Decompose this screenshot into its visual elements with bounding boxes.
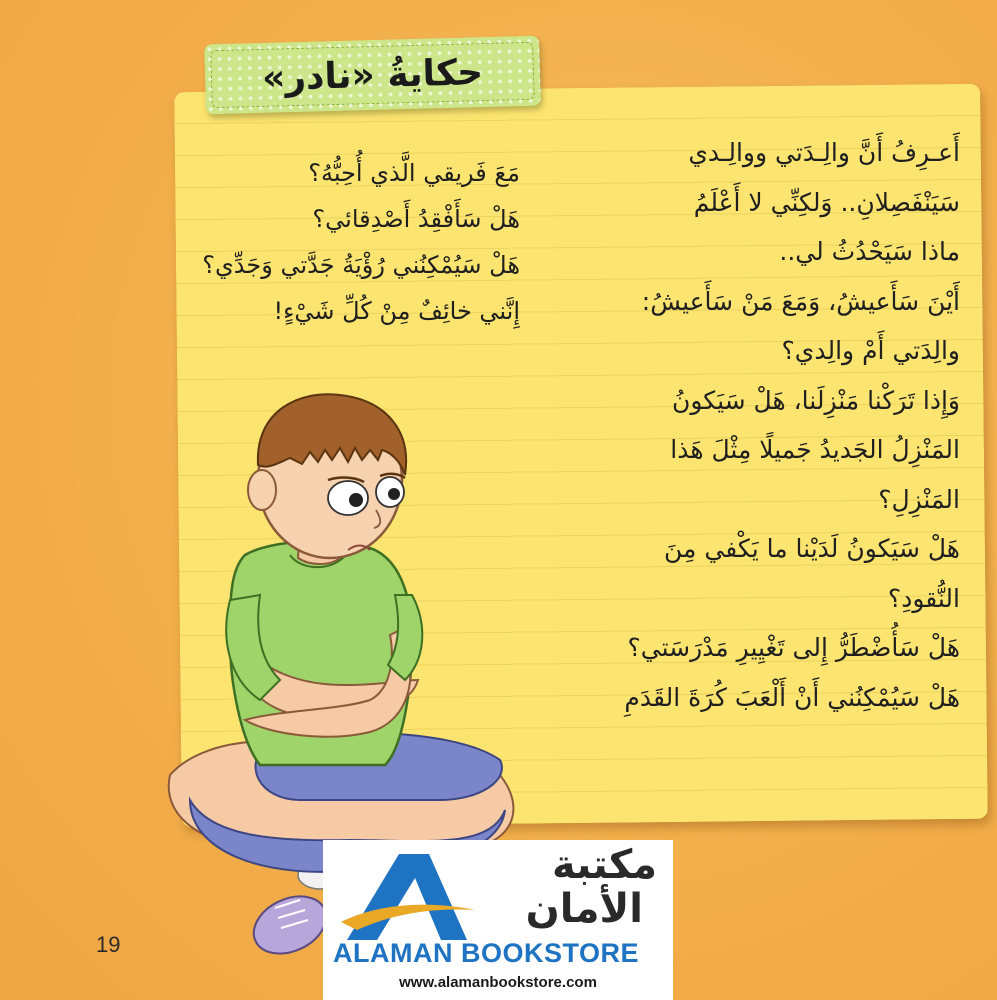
poem-line: والِدَتي أَمْ والِدي؟ <box>781 336 960 365</box>
logo-url[interactable]: www.alamanbookstore.com <box>399 974 597 991</box>
poem-line: ماذا سَيَحْدُثُ لي.. <box>779 237 960 266</box>
poem-line: أَعـرِفُ أَنَّ والِـدَتي ووالِـدي <box>688 138 960 167</box>
poem-line: النُّقودِ؟ <box>887 583 960 613</box>
poem-line: مَعَ فَريقي الَّذي أُحِبُّهُ؟ <box>308 159 520 187</box>
poem-line: وَإِذا تَرَكْنا مَنْزِلَنا، هَلْ سَيَكونُ <box>672 385 960 415</box>
poem-line: هَلْ سَأُضْطَرُّ إِلى تَغْيِيرِ مَدْرَسَتي؟ <box>627 633 960 662</box>
logo-a-icon <box>337 848 477 944</box>
poem-right-column <box>540 128 960 722</box>
logo-english-name: ALAMAN BOOKSTORE <box>333 938 640 968</box>
bookstore-logo <box>323 840 673 1000</box>
poem-line: سَيَنْفَصِلانِ.. وَلكِنِّي لا أَعْلَمُ <box>693 187 960 217</box>
page-number: 19 <box>96 932 121 957</box>
poem-line: المَنْزِلِ؟ <box>878 484 960 514</box>
poem-left-column <box>202 150 520 334</box>
logo-arabic-line2: الأمان <box>525 886 643 932</box>
poem-line: أَيْنَ سَأَعيشُ، وَمَعَ مَنْ سَأَعيشُ: <box>641 286 960 316</box>
title-tab <box>204 36 541 115</box>
poem-line: هَلْ سَيُمْكِنُني أَنْ أَلْعَبَ كُرَةَ القَدَمِ <box>624 682 960 712</box>
logo-arabic-line1: مكتبة <box>552 842 657 888</box>
poem-line: هَلْ سَيُمْكِنُني رُؤْيَةُ جَدَّتي وَجَدِّي؟ <box>202 251 520 279</box>
story-title: حكايةُ «نادر» <box>261 51 484 99</box>
poem-line: هَلْ سَيَكونُ لَدَيْنا ما يَكْفي مِنَ <box>664 534 960 563</box>
poem-line: إِنَّني خائِفٌ مِنْ كُلِّ شَيْءٍ! <box>273 297 520 325</box>
poem-line: المَنْزِلُ الجَديدُ جَميلًا مِثْلَ هَذا <box>670 435 960 464</box>
poem-line: هَلْ سَأَفْقِدُ أَصْدِقائي؟ <box>312 205 520 233</box>
